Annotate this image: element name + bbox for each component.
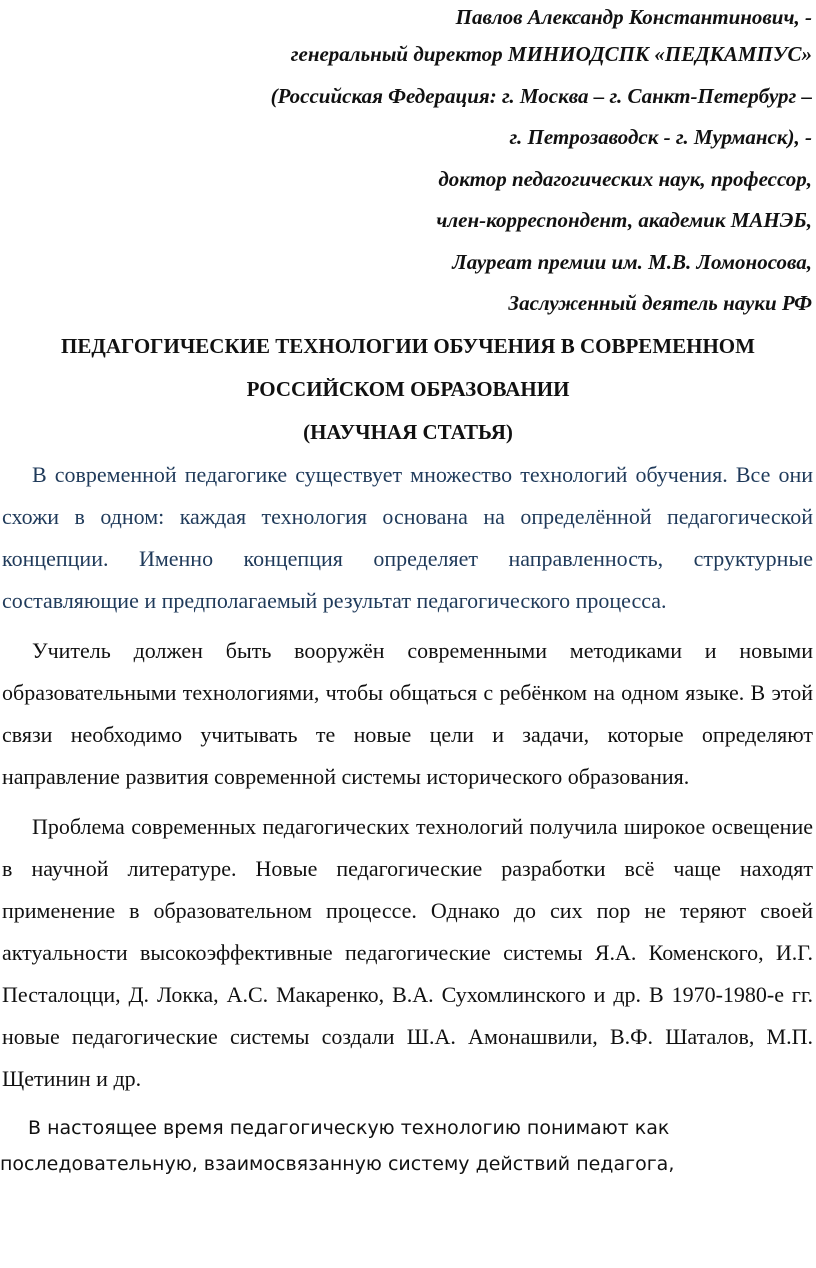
title-line-2: РОССИЙСКОМ ОБРАЗОВАНИИ <box>246 376 570 401</box>
paragraph-4-line-1: В настоящее время педагогическую технологию понимают как <box>28 1116 670 1139</box>
paragraph-3: Проблема современных педагогических технологий получила широкое освещение в научной литературе. Новые педагогические разработки всё чаще находят применение в образовательном процессе. Однако до сих пор не теряют своей актуальности высокоэффективные педагогические системы Я.А. Коменского, И.Г. Песталоцци, Д. Локка, А.С. Макаренко, В.А. Сухомлинского и др. В 1970-1980-е гг. новые педагогические системы создали Ш.А. Амонашвили, В.Ф. Шаталов, М.П. Щетинин и др. <box>2 813 813 1091</box>
title-subtitle: (НАУЧНАЯ СТАТЬЯ) <box>303 419 513 444</box>
article-title <box>0 325 816 454</box>
author-location-cont: г. Петрозаводск - г. Мурманск), - <box>509 125 812 149</box>
title-line-1: ПЕДАГОГИЧЕСКИЕ ТЕХНОЛОГИИ ОБУЧЕНИЯ В СОВРЕМЕННОМ <box>61 333 755 358</box>
paragraph-4 <box>0 1110 816 1182</box>
author-location: (Российская Федерация: г. Москва – г. Санкт-Петербург – <box>270 83 812 108</box>
author-name: Павлов Александр Константинович, - <box>455 5 812 29</box>
paragraph-4-line-2: последовательную, взаимосвязанную систему действий педагога, <box>0 1152 675 1175</box>
author-block <box>0 0 816 325</box>
paragraph-2: Учитель должен быть вооружён современными методиками и новыми образовательными технологиями, чтобы общаться с ребёнком на одном языке. В этой связи необходимо учитывать те новые цели и задачи, которые определяют направление развития современной системы исторического образования. <box>2 637 813 789</box>
paragraph-1: В современной педагогике существует множество технологий обучения. Все они схожи в одном: каждая технология основана на определённой педагогической концепции. Именно концепция определяет направленность, структурные составляющие и предполагаемый результат педагогического процесса. <box>2 461 813 613</box>
author-prize: Лауреат премии им. М.В. Ломоносова, <box>452 249 812 274</box>
author-degree: доктор педагогических наук, профессор, <box>438 166 812 191</box>
author-academy: член-корреспондент, академик МАНЭБ, <box>436 208 812 232</box>
author-honor: Заслуженный деятель науки РФ <box>508 291 812 315</box>
author-position: генеральный директор МИНИОДСПК «ПЕДКАМПУС» <box>290 42 812 66</box>
